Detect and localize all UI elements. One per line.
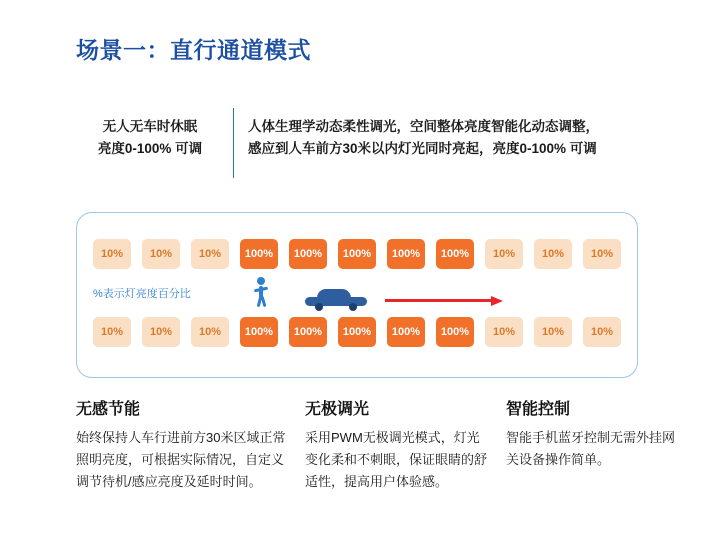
direction-arrow-icon (385, 296, 505, 306)
feature-columns (76, 396, 676, 546)
lamp-cell: 10% (583, 317, 621, 347)
caption-left (76, 116, 224, 160)
lamp-cell: 100% (387, 239, 425, 269)
lamp-cell: 10% (142, 239, 180, 269)
feature-body: 始终保持人车行进前方30米区域正常照明亮度，可根据实际情况，自定义调节待机/感应亮度及延时时间。 (76, 430, 286, 489)
lamp-cell: 10% (485, 317, 523, 347)
lamp-cell: 10% (534, 317, 572, 347)
caption-right-line2: 感应到人车前方30米以内灯光同时亮起，亮度0-100% 可调 (248, 141, 597, 156)
pedestrian-icon (253, 277, 269, 307)
lamp-cell: 100% (338, 317, 376, 347)
legend-label: %表示灯亮度百分比 (93, 288, 191, 300)
lamp-cell: 10% (142, 317, 180, 347)
lamp-cell: 10% (534, 239, 572, 269)
caption-divider (233, 108, 234, 178)
caption-right (248, 116, 638, 160)
caption-right-line1: 人体生理学动态柔性调光，空间整体亮度智能化动态调整， (248, 119, 599, 134)
lamp-cell: 100% (436, 239, 474, 269)
lamp-cell: 100% (240, 239, 278, 269)
feature-heading: 智能控制 (506, 401, 571, 418)
page-title: 场景一：直行通道模式 (76, 37, 311, 63)
lamp-cell: 10% (191, 239, 229, 269)
feature-column (305, 396, 490, 493)
lamp-cell: 100% (338, 239, 376, 269)
lamp-cell: 10% (583, 239, 621, 269)
feature-body: 采用PWM无极调光模式，灯光变化柔和不刺眼，保证眼睛的舒适性，提高用户体验感。 (305, 430, 488, 489)
car-icon (305, 289, 367, 311)
caption-left-line1: 无人无车时休眠 (102, 119, 198, 134)
lamp-cell: 10% (93, 239, 131, 269)
corridor-diagram-panel (76, 212, 638, 378)
feature-heading: 无极调光 (305, 401, 370, 418)
feature-body: 智能手机蓝牙控制无需外挂网关设备操作简单。 (506, 430, 676, 467)
caption-band (76, 108, 636, 178)
lamp-cell: 100% (240, 317, 278, 347)
lamp-cell: 100% (436, 317, 474, 347)
feature-heading: 无感节能 (76, 401, 141, 418)
lamp-cell: 10% (191, 317, 229, 347)
feature-column (76, 396, 286, 493)
caption-left-line2: 亮度0-100% 可调 (97, 141, 203, 156)
lamp-cell: 10% (485, 239, 523, 269)
lamp-cell: 10% (93, 317, 131, 347)
lamp-cell: 100% (289, 239, 327, 269)
feature-column (506, 396, 686, 471)
lamp-cell: 100% (387, 317, 425, 347)
lamp-cell: 100% (289, 317, 327, 347)
